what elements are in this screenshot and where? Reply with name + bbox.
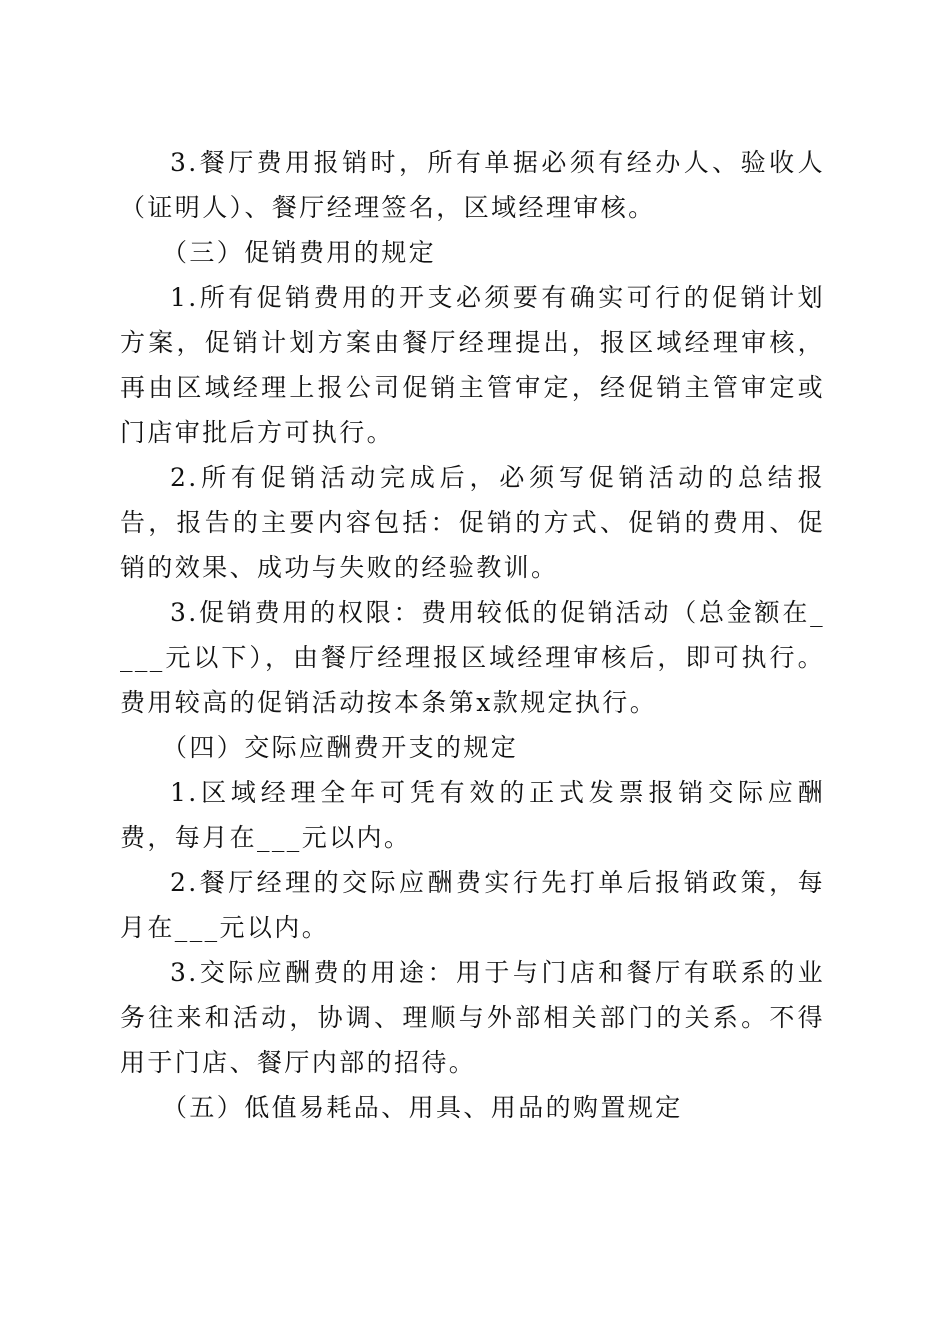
paragraph-entertainment-usage: 3.交际应酬费的用途：用于与门店和餐厅有联系的业务往来和活动，协调、理顺与外部相关部门的关系。不得用于门店、餐厅内部的招待。 <box>120 958 825 1077</box>
paragraph-promotion-plan: 1.所有促销费用的开支必须要有确实可行的促销计划方案，促销计划方案由餐厅经理提出，报区域经理审核，再由区域经理上报公司促销主管审定，经促销主管审定或门店审批后方可执行。 <box>120 283 825 447</box>
paragraph-expense-signatures: 3.餐厅费用报销时，所有单据必须有经办人、验收人（证明人）、餐厅经理签名，区域经理审核。 <box>120 148 825 222</box>
paragraph-area-manager-entertainment: 1.区域经理全年可凭有效的正式发票报销交际应酬费，每月在___元以内。 <box>120 778 825 852</box>
document-body <box>120 140 825 1130</box>
section-heading-promotion: （三）促销费用的规定 <box>162 238 437 267</box>
section-heading-entertainment: （四）交际应酬费开支的规定 <box>162 733 519 762</box>
paragraph-restaurant-manager-entertainment: 2.餐厅经理的交际应酬费实行先打单后报销政策，每月在___元以内。 <box>120 868 825 942</box>
paragraph-promotion-report: 2.所有促销活动完成后，必须写促销活动的总结报告，报告的主要内容包括：促销的方式、促销的费用、促销的效果、成功与失败的经验教训。 <box>120 463 825 582</box>
paragraph-promotion-authority: 3.促销费用的权限：费用较低的促销活动（总金额在____元以下），由餐厅经理报区域经理审核后，即可执行。费用较高的促销活动按本条第x款规定执行。 <box>120 598 825 717</box>
section-heading-consumables: （五）低值易耗品、用具、用品的购置规定 <box>162 1093 683 1122</box>
